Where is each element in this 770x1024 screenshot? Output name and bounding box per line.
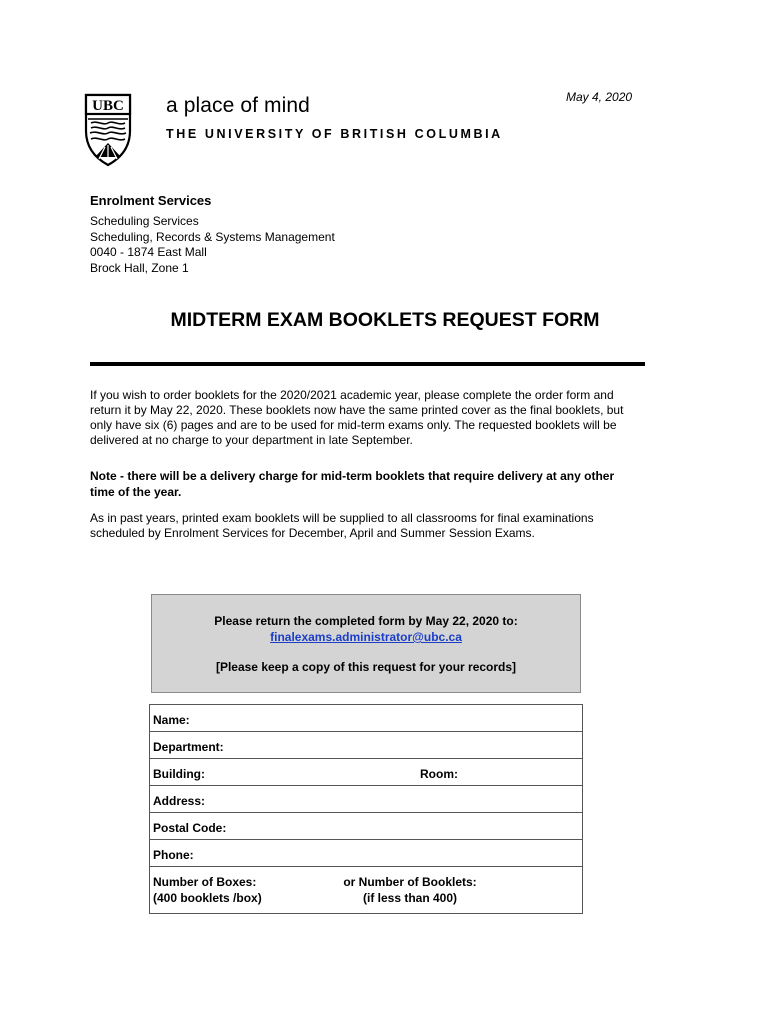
email-link[interactable]: finalexams.administrator@ubc.ca <box>270 630 462 644</box>
ubc-logo <box>83 93 133 167</box>
booklets-label <box>340 874 480 906</box>
address-line: Scheduling Services <box>90 214 199 228</box>
address-line: Brock Hall, Zone 1 <box>90 260 189 275</box>
intro-paragraph: If you wish to order booklets for the 2020/2021 academic year, please complete the order form and return it by May 22, 2020. These booklets now have the same printed cover as the final booklets, but only have six (6) pages and are to be used for mid-term exams only. The requested booklets will be delivered at no charge to your department in late September. <box>90 388 624 447</box>
department-row[interactable] <box>150 732 582 759</box>
keep-copy-note: [Please keep a copy of this request for your records] <box>215 660 517 674</box>
address-label: Address: <box>153 794 206 808</box>
boxes-label <box>153 874 262 906</box>
room-label: Room: <box>420 767 458 781</box>
quantity-row[interactable] <box>150 867 582 913</box>
phone-row[interactable] <box>150 840 582 867</box>
address-line: 0040 - 1874 East Mall <box>90 245 207 259</box>
department-address <box>90 214 335 276</box>
request-form-table <box>149 704 583 914</box>
delivery-note: Note - there will be a delivery charge for mid-term booklets that require delivery at any other time of the year. <box>90 469 615 499</box>
booklets-label-line: (if less than 400) <box>362 891 458 905</box>
building-label: Building: <box>153 767 205 781</box>
boxes-label-line: Number of Boxes: <box>153 875 257 889</box>
name-label: Name: <box>153 713 190 727</box>
ubc-crest-icon <box>83 93 133 167</box>
university-name: THE UNIVERSITY OF BRITISH COLUMBIA <box>166 127 503 141</box>
address-row[interactable] <box>150 786 582 813</box>
building-row[interactable] <box>150 759 582 786</box>
department-title: Enrolment Services <box>90 193 212 208</box>
phone-label: Phone: <box>153 848 194 862</box>
postal-code-row[interactable] <box>150 813 582 840</box>
return-instructions-box <box>151 594 581 693</box>
booklets-label-line: or Number of Booklets: <box>343 875 477 889</box>
address-line: Scheduling, Records & Systems Management <box>90 229 335 244</box>
tagline: a place of mind <box>166 94 310 117</box>
form-title: MIDTERM EXAM BOOKLETS REQUEST FORM <box>170 309 600 331</box>
final-exams-paragraph: As in past years, printed exam booklets will be supplied to all classrooms for final examinations scheduled by Enrolment Services for December, April and Summer Session Exams. <box>90 511 594 540</box>
boxes-label-line: (400 booklets /box) <box>153 891 262 905</box>
return-deadline: Please return the completed form by May 22, 2020 to: <box>214 614 518 628</box>
svg-text:UBC: UBC <box>92 98 124 114</box>
postal-code-label: Postal Code: <box>153 821 227 835</box>
document-date: May 4, 2020 <box>566 90 633 104</box>
department-label: Department: <box>153 740 224 754</box>
title-divider <box>90 362 645 366</box>
name-row[interactable] <box>150 705 582 732</box>
